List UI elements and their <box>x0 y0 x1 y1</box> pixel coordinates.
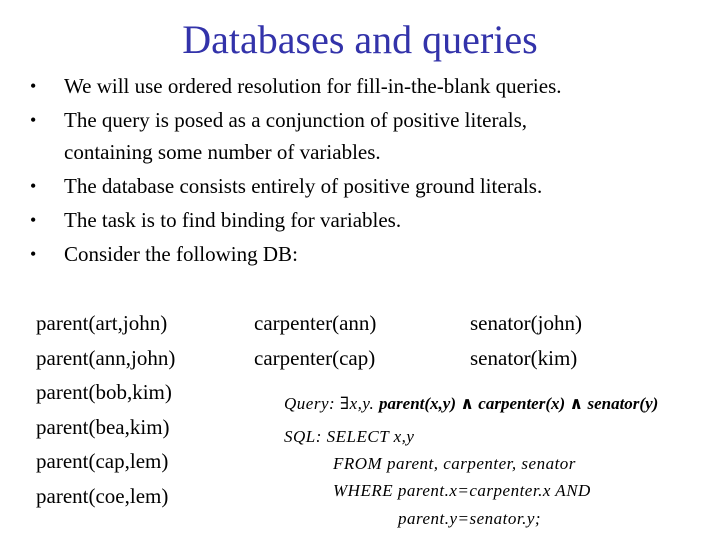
parent-fact: parent(bob,kim) <box>36 380 172 404</box>
bullet-text: The task is to find binding for variables. <box>64 208 402 232</box>
query-line <box>284 394 658 414</box>
sql-line-condition: parent.y=senator.y; <box>398 509 542 528</box>
parent-fact: parent(cap,lem) <box>36 449 169 473</box>
bullet-item <box>26 104 706 168</box>
bullet-glyph: • <box>30 244 37 264</box>
query-expression: parent(x,y) ∧ carpenter(x) ∧ senator(y) <box>379 394 659 413</box>
bullet-glyph: • <box>30 176 37 196</box>
parent-facts-column <box>36 306 175 513</box>
carpenter-facts-column <box>254 306 376 375</box>
bullet-glyph: • <box>30 210 37 230</box>
parent-fact: parent(bea,kim) <box>36 414 170 439</box>
senator-fact: senator(kim) <box>470 345 578 370</box>
bullet-glyph: • <box>30 110 37 130</box>
carpenter-fact: carpenter(cap) <box>254 345 376 370</box>
bullet-list <box>26 70 706 272</box>
sql-line-where: WHERE parent.x=carpenter.x AND <box>333 481 591 500</box>
bullet-text-continuation: containing some number of variables. <box>64 140 381 164</box>
query-prefix: Query: ∃x,y. <box>284 394 380 413</box>
bullet-item <box>26 204 706 236</box>
bullet-glyph: • <box>30 76 37 96</box>
parent-fact: parent(art,john) <box>36 311 168 335</box>
slide-title: Databases and queries <box>182 17 538 62</box>
sql-line-select: SQL: SELECT x,y <box>284 427 415 446</box>
bullet-text: The query is posed as a conjunction of positive literals, <box>64 108 528 132</box>
senator-fact: senator(john) <box>470 311 582 335</box>
senator-facts-column <box>470 306 582 375</box>
bullet-item <box>26 170 706 202</box>
bullet-item <box>26 238 706 270</box>
parent-fact: parent(coe,lem) <box>36 483 169 508</box>
parent-fact: parent(ann,john) <box>36 345 176 370</box>
bullet-text: We will use ordered resolution for fill-in-the-blank queries. <box>64 74 562 98</box>
carpenter-fact: carpenter(ann) <box>254 311 377 335</box>
bullet-text: Consider the following DB: <box>64 242 298 266</box>
sql-line-from: FROM parent, carpenter, senator <box>333 454 576 473</box>
bullet-item <box>26 70 706 102</box>
bullet-text: The database consists entirely of positive ground literals. <box>64 174 543 198</box>
